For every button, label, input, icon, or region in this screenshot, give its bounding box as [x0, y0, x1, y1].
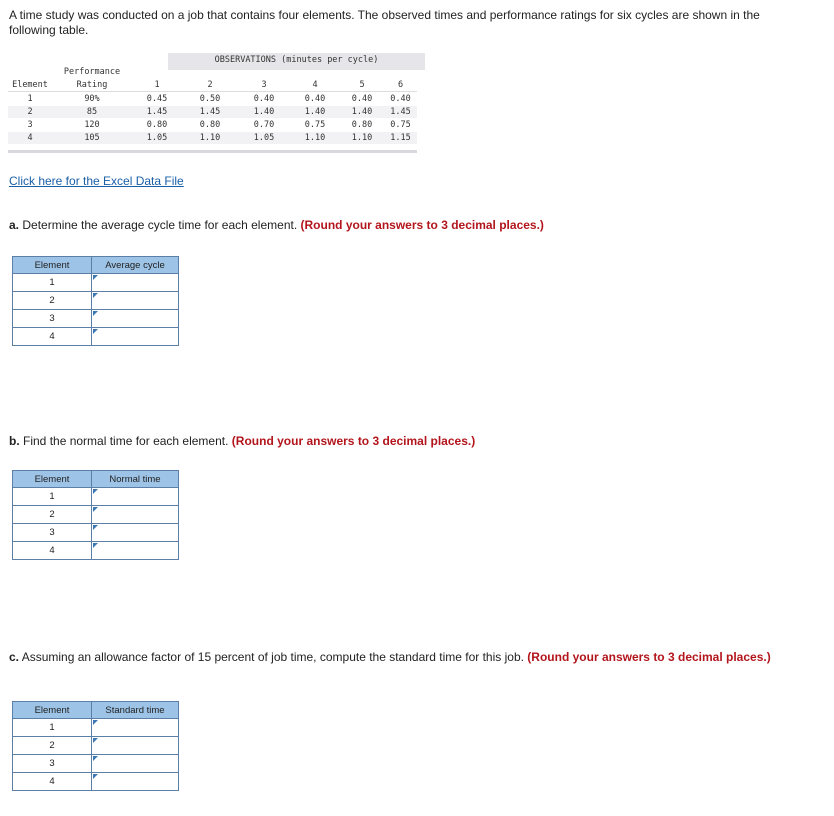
standard-time-input[interactable]	[93, 720, 177, 735]
obs-cell: 0.40	[253, 94, 275, 104]
intro-text: A time study was conducted on a job that contains four elements. The observed times and performance ratings for six cycles are shown in the following table.	[9, 8, 760, 37]
cycle-header: 3	[261, 80, 267, 90]
obs-cell: 0.40	[351, 94, 373, 104]
element-label: 1	[13, 488, 92, 506]
element-label: 2	[13, 737, 92, 755]
normal-time-input[interactable]	[93, 507, 177, 522]
element-column-header: Element	[13, 471, 92, 488]
obs-cell: 0.80	[199, 120, 221, 130]
obs-cell: 0.40	[390, 94, 411, 104]
observations-table	[8, 53, 417, 153]
question-a-note: (Round your answers to 3 decimal places.)	[300, 218, 544, 232]
obs-cell: 0.50	[199, 94, 221, 104]
cycle-header: 6	[397, 80, 404, 90]
rating-header: Rating	[76, 80, 108, 90]
normal-time-cell	[92, 524, 179, 542]
question-b	[9, 434, 799, 449]
element-label: 3	[13, 310, 92, 328]
average-cycle-cell	[92, 328, 179, 346]
observations-title: OBSERVATIONS (minutes per cycle)	[168, 53, 425, 70]
element-column-header: Element	[13, 257, 92, 274]
element-label: 2	[13, 292, 92, 310]
obs-cell: 1.45	[146, 107, 168, 117]
table-row	[8, 119, 417, 131]
obs-cell: 0.75	[390, 120, 411, 130]
obs-cell: 0.45	[146, 94, 168, 104]
obs-cell: 1.15	[390, 133, 411, 143]
element-label: 4	[13, 542, 92, 560]
element-label: 4	[13, 773, 92, 791]
obs-cell: 0.80	[146, 120, 168, 130]
header-row	[8, 79, 417, 92]
average-cycle-column-header: Average cycle	[92, 257, 179, 274]
excel-data-link[interactable]: Click here for the Excel Data File	[9, 174, 184, 188]
table-row	[8, 93, 417, 105]
obs-cell: 1.10	[199, 133, 221, 143]
normal-time-input[interactable]	[93, 489, 177, 504]
element-cell: 4	[27, 133, 33, 143]
question-c-lead: c.	[9, 650, 20, 664]
rating-cell: 120	[84, 120, 100, 130]
standard-time-column-header: Standard time	[92, 702, 179, 719]
obs-cell: 0.70	[253, 120, 275, 130]
obs-cell: 1.45	[199, 107, 221, 117]
obs-cell: 1.40	[253, 107, 275, 117]
answer-table-c	[12, 701, 179, 791]
obs-cell: 1.40	[304, 107, 326, 117]
table-row	[8, 132, 417, 144]
element-label: 3	[13, 755, 92, 773]
element-label: 1	[13, 719, 92, 737]
element-label: 4	[13, 328, 92, 346]
average-cycle-cell	[92, 274, 179, 292]
cycle-header: 5	[359, 80, 365, 90]
standard-time-cell	[92, 755, 179, 773]
obs-cell: 1.10	[351, 133, 373, 143]
answer-table-b	[12, 470, 179, 560]
question-a-text: Determine the average cycle time for each element.	[22, 218, 298, 232]
cycle-header: 2	[207, 80, 213, 90]
element-label: 1	[13, 274, 92, 292]
standard-time-cell	[92, 773, 179, 791]
obs-cell: 1.05	[146, 133, 168, 143]
question-b-lead: b.	[9, 434, 20, 448]
question-b-text: Find the normal time for each element.	[23, 434, 229, 448]
average-cycle-input[interactable]	[93, 275, 177, 290]
normal-time-cell	[92, 488, 179, 506]
obs-cell: 1.45	[390, 107, 411, 117]
element-cell: 2	[27, 107, 33, 117]
question-c-text: Assuming an allowance factor of 15 percent of job time, compute the standard time for this job.	[21, 650, 524, 664]
standard-time-input[interactable]	[93, 756, 177, 771]
standard-time-input[interactable]	[93, 738, 177, 753]
average-cycle-cell	[92, 310, 179, 328]
rating-cell: 90%	[84, 94, 100, 104]
question-b-note: (Round your answers to 3 decimal places.)	[231, 434, 476, 448]
table-row	[8, 106, 417, 118]
normal-time-cell	[92, 542, 179, 560]
rating-cell: 85	[86, 107, 98, 117]
element-cell: 3	[27, 120, 33, 130]
obs-cell: 1.40	[351, 107, 373, 117]
element-column-header: Element	[13, 702, 92, 719]
answer-table-a	[12, 256, 179, 346]
average-cycle-input[interactable]	[93, 293, 177, 308]
standard-time-input[interactable]	[93, 774, 177, 789]
standard-time-cell	[92, 719, 179, 737]
rating-cell: 105	[84, 133, 100, 143]
obs-cell: 0.80	[351, 120, 373, 130]
obs-cell: 1.05	[253, 133, 275, 143]
table-bottom-divider	[8, 150, 417, 153]
element-header: Element	[12, 80, 48, 90]
normal-time-input[interactable]	[93, 525, 177, 540]
question-a-lead: a.	[9, 218, 20, 232]
obs-cell: 1.10	[304, 133, 326, 143]
standard-time-cell	[92, 737, 179, 755]
normal-time-cell	[92, 506, 179, 524]
cycle-header: 1	[154, 80, 160, 90]
average-cycle-cell	[92, 292, 179, 310]
average-cycle-input[interactable]	[93, 311, 177, 326]
element-label: 2	[13, 506, 92, 524]
question-c	[9, 650, 799, 665]
obs-cell: 0.75	[304, 120, 326, 130]
obs-cell: 0.40	[304, 94, 326, 104]
question-a	[9, 218, 799, 233]
element-cell: 1	[27, 94, 33, 104]
cycle-header: 4	[312, 80, 318, 90]
average-cycle-input[interactable]	[93, 329, 177, 344]
performance-header: Performance	[63, 67, 121, 77]
normal-time-input[interactable]	[93, 543, 177, 558]
question-c-note: (Round your answers to 3 decimal places.)	[527, 650, 771, 664]
element-label: 3	[13, 524, 92, 542]
normal-time-column-header: Normal time	[92, 471, 179, 488]
